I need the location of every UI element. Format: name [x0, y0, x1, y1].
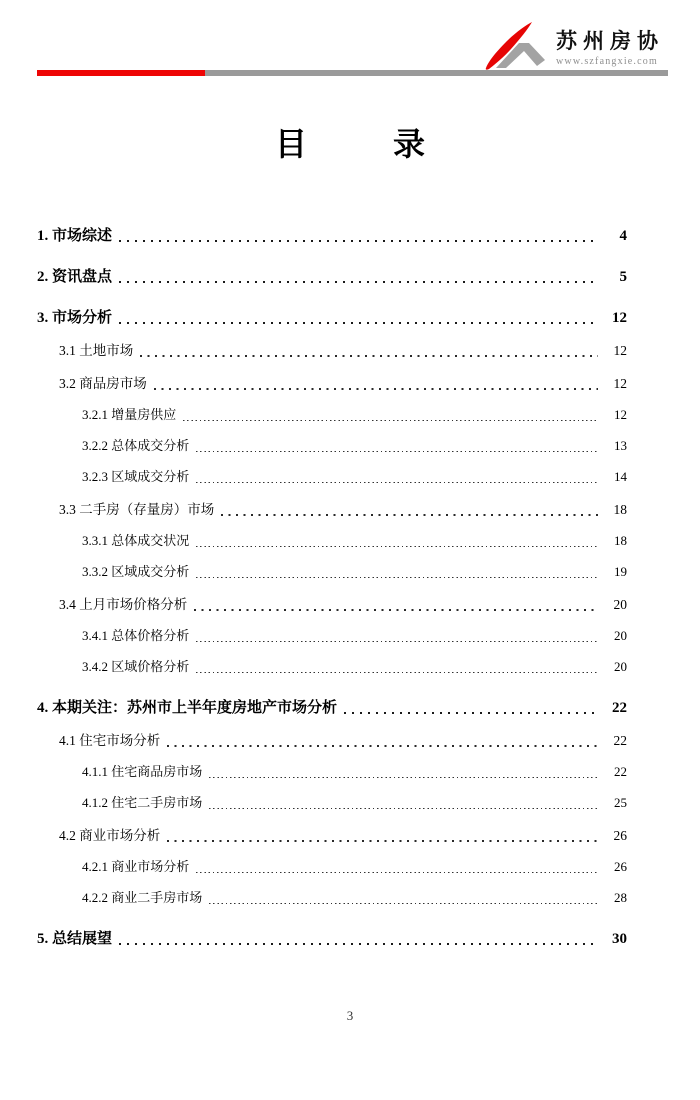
- header-rule: [37, 70, 668, 76]
- toc-leader-dots: [221, 514, 598, 516]
- toc-entry-label: 4.2 商业市场分析: [59, 828, 161, 843]
- toc-entry[interactable]: [37, 308, 627, 328]
- toc-entry-label: 3.2 商品房市场: [59, 376, 147, 391]
- toc-entry-label: 3.2.2 总体成交分析: [82, 438, 190, 453]
- toc-list: [37, 226, 627, 949]
- toc-leader-dots: [344, 712, 598, 714]
- toc-entry[interactable]: [37, 436, 627, 456]
- toc-entry-page: 19: [614, 564, 627, 579]
- toc-leader-dots: [154, 388, 598, 390]
- toc-entry[interactable]: [37, 226, 627, 246]
- toc-entry-label: 3.2.3 区域成交分析: [82, 469, 190, 484]
- toc-entry-label: 3.2.1 增量房供应: [82, 407, 177, 422]
- toc-leader-dots: [196, 546, 598, 547]
- toc-entry-label: 4.2.2 商业二手房市场: [82, 890, 203, 905]
- toc-entry-label: 4.1.1 住宅商品房市场: [82, 764, 203, 779]
- toc-leader-dots: [140, 355, 598, 357]
- page-title: [0, 122, 700, 166]
- page-title-char-left: 目: [274, 126, 307, 162]
- logo-title: 苏州房协: [556, 30, 664, 53]
- toc-leader-dots: [167, 745, 598, 747]
- toc-entry[interactable]: [37, 595, 627, 615]
- toc-leader-dots: [196, 577, 598, 578]
- toc-entry[interactable]: [37, 826, 627, 846]
- toc-entry-page: 14: [614, 469, 627, 484]
- toc-entry[interactable]: [37, 657, 627, 677]
- toc-entry-label: 4. 本期关注：苏州市上半年度房地产市场分析: [37, 700, 338, 716]
- toc-leader-dots: [209, 777, 598, 778]
- toc-leader-dots: [119, 322, 598, 324]
- toc-entry-page: 4: [619, 228, 627, 244]
- toc-leader-dots: [196, 451, 598, 452]
- toc-entry[interactable]: [37, 793, 627, 813]
- toc-entry-page: 28: [614, 890, 627, 905]
- toc-entry[interactable]: [37, 698, 627, 718]
- toc-entry-label: 3.3.1 总体成交状况: [82, 533, 190, 548]
- toc-leader-dots: [209, 808, 598, 809]
- toc-entry[interactable]: [37, 731, 627, 751]
- toc-leader-dots: [196, 672, 598, 673]
- header-rule-red-segment: [37, 70, 205, 76]
- toc-entry-label: 3.1 土地市场: [59, 343, 134, 358]
- toc-entry-page: 18: [614, 533, 627, 548]
- toc-entry-page: 26: [613, 828, 627, 843]
- toc-leader-dots: [167, 840, 598, 842]
- toc-entry-label: 3.3 二手房（存量房）市场: [59, 502, 215, 517]
- toc-entry-label: 5. 总结展望: [37, 931, 113, 947]
- toc-entry-page: 12: [612, 310, 627, 326]
- toc-entry-page: 26: [614, 859, 627, 874]
- toc-entry[interactable]: [37, 405, 627, 425]
- toc-entry-page: 22: [614, 764, 627, 779]
- toc-entry-page: 22: [612, 700, 627, 716]
- toc-entry-label: 1. 市场综述: [37, 228, 113, 244]
- toc-entry[interactable]: [37, 467, 627, 487]
- header-rule-gray-segment: [205, 70, 668, 76]
- toc-entry-label: 4.1.2 住宅二手房市场: [82, 795, 203, 810]
- toc-entry[interactable]: [37, 531, 627, 551]
- logo-mark-icon: [484, 22, 550, 70]
- toc-entry-page: 5: [619, 269, 627, 285]
- toc-leader-dots: [196, 872, 598, 873]
- page-title-char-right: 录: [393, 126, 426, 162]
- toc-entry-page: 12: [613, 376, 627, 391]
- toc-entry[interactable]: [37, 888, 627, 908]
- toc-entry-page: 12: [614, 407, 627, 422]
- toc-leader-dots: [183, 420, 598, 421]
- toc-entry-label: 2. 资讯盘点: [37, 269, 113, 285]
- toc-entry[interactable]: [37, 929, 627, 949]
- toc-entry-page: 13: [614, 438, 627, 453]
- toc-entry-page: 20: [614, 659, 627, 674]
- toc-entry-label: 4.1 住宅市场分析: [59, 733, 161, 748]
- toc-entry[interactable]: [37, 267, 627, 287]
- page-number: 3: [346, 1008, 354, 1023]
- logo: [484, 22, 664, 70]
- toc-leader-dots: [209, 903, 598, 904]
- toc-leader-dots: [119, 240, 598, 242]
- toc-entry[interactable]: [37, 562, 627, 582]
- toc-entry[interactable]: [37, 341, 627, 361]
- toc-leader-dots: [194, 609, 598, 611]
- toc-entry[interactable]: [37, 857, 627, 877]
- toc-entry[interactable]: [37, 626, 627, 646]
- toc-entry-page: 18: [613, 502, 627, 517]
- toc-entry-label: 3.4.1 总体价格分析: [82, 628, 190, 643]
- toc-leader-dots: [196, 641, 598, 642]
- toc-entry-label: 4.2.1 商业市场分析: [82, 859, 190, 874]
- toc-entry-page: 25: [614, 795, 627, 810]
- toc-leader-dots: [196, 482, 598, 483]
- toc-entry-page: 30: [612, 931, 627, 947]
- toc-entry[interactable]: [37, 762, 627, 782]
- toc-entry-label: 3. 市场分析: [37, 310, 113, 326]
- toc-entry-page: 22: [613, 733, 627, 748]
- toc-entry-page: 12: [613, 343, 627, 358]
- toc-entry-label: 3.4 上月市场价格分析: [59, 597, 188, 612]
- toc-entry-page: 20: [614, 628, 627, 643]
- toc-entry-label: 3.3.2 区域成交分析: [82, 564, 190, 579]
- logo-url: www.szfangxie.com: [556, 56, 658, 67]
- toc-entry-label: 3.4.2 区域价格分析: [82, 659, 190, 674]
- toc-entry[interactable]: [37, 500, 627, 520]
- toc-entry-page: 20: [613, 597, 627, 612]
- toc-leader-dots: [119, 281, 598, 283]
- toc-leader-dots: [119, 943, 598, 945]
- toc-entry[interactable]: [37, 374, 627, 394]
